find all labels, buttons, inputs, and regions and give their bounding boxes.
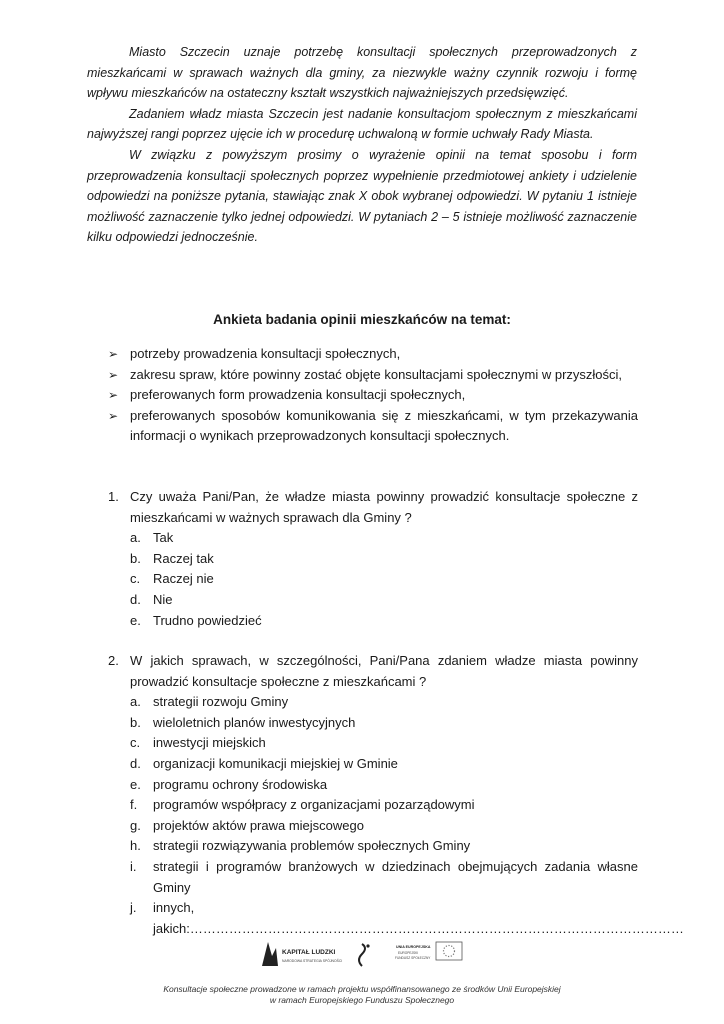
arrow-bullet-icon: ➢ — [108, 408, 119, 423]
answer-option[interactable] — [130, 816, 638, 837]
kapital-ludzki-logo — [262, 942, 342, 966]
intro-paragraph-1: Miasto Szczecin uznaje potrzebę konsultacji społecznych przeprowadzonych z mieszkańcami w sprawach ważnych dla gminy, za niezwykle ważny czynnik rozwoju i formę wpływu mieszkańców na ostateczny kształt wszystkich najważniejszych przedsięwzięć. — [87, 45, 637, 101]
option-text: wieloletnich planów inwestycyjnych — [153, 714, 356, 730]
option-text: strategii rozwoju Gminy — [153, 694, 289, 710]
question-label: W jakich sprawach, w szczególności, Pani/Pana zdaniem władze miasta powinny prowadzić konsultacje społeczne z mieszkańcami ? — [130, 653, 638, 689]
option-text: programów współpracy z organizacjami pozarządowymi — [153, 797, 475, 813]
arrow-bullet-icon: ➢ — [108, 367, 119, 382]
survey-title: Ankieta badania opinii mieszkańców na temat: — [213, 312, 511, 327]
answer-option[interactable] — [130, 898, 684, 939]
option-letter: c. — [130, 571, 141, 587]
answer-option[interactable] — [130, 836, 638, 857]
option-text: strategii rozwiązywania problemów społecznych Gminy — [153, 838, 471, 854]
question-1 — [108, 487, 638, 631]
answer-option[interactable] — [130, 569, 638, 590]
option-letter: d. — [130, 591, 141, 607]
answer-option[interactable] — [130, 528, 638, 549]
option-text: programu ochrony środowiska — [153, 776, 328, 792]
option-letter: e. — [130, 776, 141, 792]
question-number: 2. — [108, 653, 119, 668]
question-2 — [108, 651, 684, 939]
eu-subtitle-2: FUNDUSZ SPOŁECZNY — [395, 956, 431, 960]
szczecin-dot-icon — [366, 944, 369, 947]
topic-item — [108, 365, 638, 386]
szczecin-emblem-icon — [359, 944, 365, 966]
footer-line-1: Konsultacje społeczne prowadzone w ramach projektu współfinansowanego ze środków Unii Europejskiej — [163, 984, 561, 994]
topic-text: potrzeby prowadzenia konsultacji społecznych, — [130, 346, 401, 361]
szczecin-logo — [359, 944, 370, 966]
eu-flag-icon — [436, 942, 462, 960]
option-letter: i. — [130, 858, 137, 874]
eu-title: UNIA EUROPEJSKA — [396, 945, 431, 949]
answer-option[interactable] — [130, 775, 638, 796]
intro-text — [87, 42, 637, 248]
option-text: Tak — [153, 530, 174, 546]
option-letter: a. — [130, 530, 141, 546]
kapital-ludzki-emblem-icon — [262, 942, 278, 966]
kapital-ludzki-subtitle: NARODOWA STRATEGIA SPÓJNOŚCI — [282, 959, 343, 963]
answer-options — [108, 528, 638, 631]
option-text: projektów aktów prawa miejscowego — [153, 817, 364, 833]
topic-item — [108, 406, 638, 447]
footer-line-2: w ramach Europejskiego Funduszu Społecznego — [269, 995, 455, 1005]
option-letter: j. — [130, 900, 137, 916]
option-text: strategii i programów branżowych w dziedzinach obejmujących zadania własne Gminy — [153, 858, 638, 895]
option-letter: b. — [130, 714, 141, 730]
question-number: 1. — [108, 489, 119, 504]
answer-option[interactable] — [130, 549, 638, 570]
eu-funding-logos — [258, 938, 468, 972]
option-letter: b. — [130, 550, 141, 566]
option-text: Raczej tak — [153, 550, 214, 566]
option-letter: a. — [130, 694, 141, 710]
option-text: inwestycji miejskich — [153, 735, 266, 751]
option-text: Trudno powiedzieć — [153, 612, 262, 628]
answer-option[interactable] — [130, 733, 638, 754]
answer-option[interactable] — [130, 857, 638, 898]
eu-stars-icon — [444, 946, 455, 957]
answer-option[interactable] — [130, 754, 638, 775]
answer-option[interactable] — [130, 713, 638, 734]
option-letter: e. — [130, 612, 141, 628]
answer-option[interactable] — [130, 795, 638, 816]
topic-text: zakresu spraw, które powinny zostać objęte konsultacjami społecznymi w przyszłości, — [130, 366, 623, 382]
topic-item — [108, 344, 638, 365]
option-text: Raczej nie — [153, 571, 214, 587]
eu-subtitle-1: EUROPEJSKI — [398, 951, 419, 955]
question-text — [108, 651, 638, 692]
eu-logo — [395, 942, 462, 960]
option-text: Nie — [153, 591, 173, 607]
option-letter: d. — [130, 755, 141, 771]
answer-options — [108, 692, 684, 939]
answer-option[interactable] — [130, 611, 638, 632]
option-letter: f. — [130, 797, 138, 813]
option-letter: h. — [130, 838, 141, 854]
option-letter: c. — [130, 735, 141, 751]
topic-text: preferowanych form prowadzenia konsultacji społecznych, — [130, 387, 466, 403]
question-label: Czy uważa Pani/Pan, że władze miasta powinny prowadzić konsultacje społeczne z mieszkańcami w ważnych sprawach dla Gminy ? — [130, 489, 638, 525]
question-text — [108, 487, 638, 528]
kapital-ludzki-title: KAPITAŁ LUDZKI — [282, 949, 336, 956]
topics-list — [108, 344, 638, 447]
arrow-bullet-icon: ➢ — [108, 388, 119, 403]
intro-paragraph-3: W związku z powyższym prosimy o wyrażenie opinii na temat sposobu i form przeprowadzenia konsultacji społecznych poprzez wypełnienie przedmiotowej ankiety i udzielenie odpowiedzi na poniższe pytania, stawiając znak X obok wybranej odpowiedzi. W pytaniu 1 istnieje możliwość zaznaczenie tylko jednej odpowiedzi. W pytaniach 2 – 5 istnieje możliwość zaznaczenie kilku odpowiedzi jednocześnie. — [87, 147, 637, 245]
option-text: innych, jakich:…………………………………………………………………………………………………… — [153, 900, 684, 936]
option-letter: g. — [130, 817, 141, 833]
answer-option[interactable] — [130, 692, 638, 713]
answer-option[interactable] — [130, 590, 638, 611]
topic-item — [108, 385, 638, 406]
topic-text: preferowanych sposobów komunikowania się z mieszkańcami, w tym przekazywania informacji o wynikach przeprowadzonych konsultacji społecznych. — [130, 407, 638, 444]
footer — [0, 984, 724, 1006]
arrow-bullet-icon: ➢ — [108, 347, 119, 361]
intro-paragraph-2: Zadaniem władz miasta Szczecin jest nadanie konsultacjom społecznym z mieszkańcami najwyższej rangi poprzez ujęcie ich w procedurę uchwaloną w formie uchwały Rady Miasta. — [87, 106, 637, 142]
option-text: organizacji komunikacji miejskiej w Gminie — [153, 755, 398, 771]
